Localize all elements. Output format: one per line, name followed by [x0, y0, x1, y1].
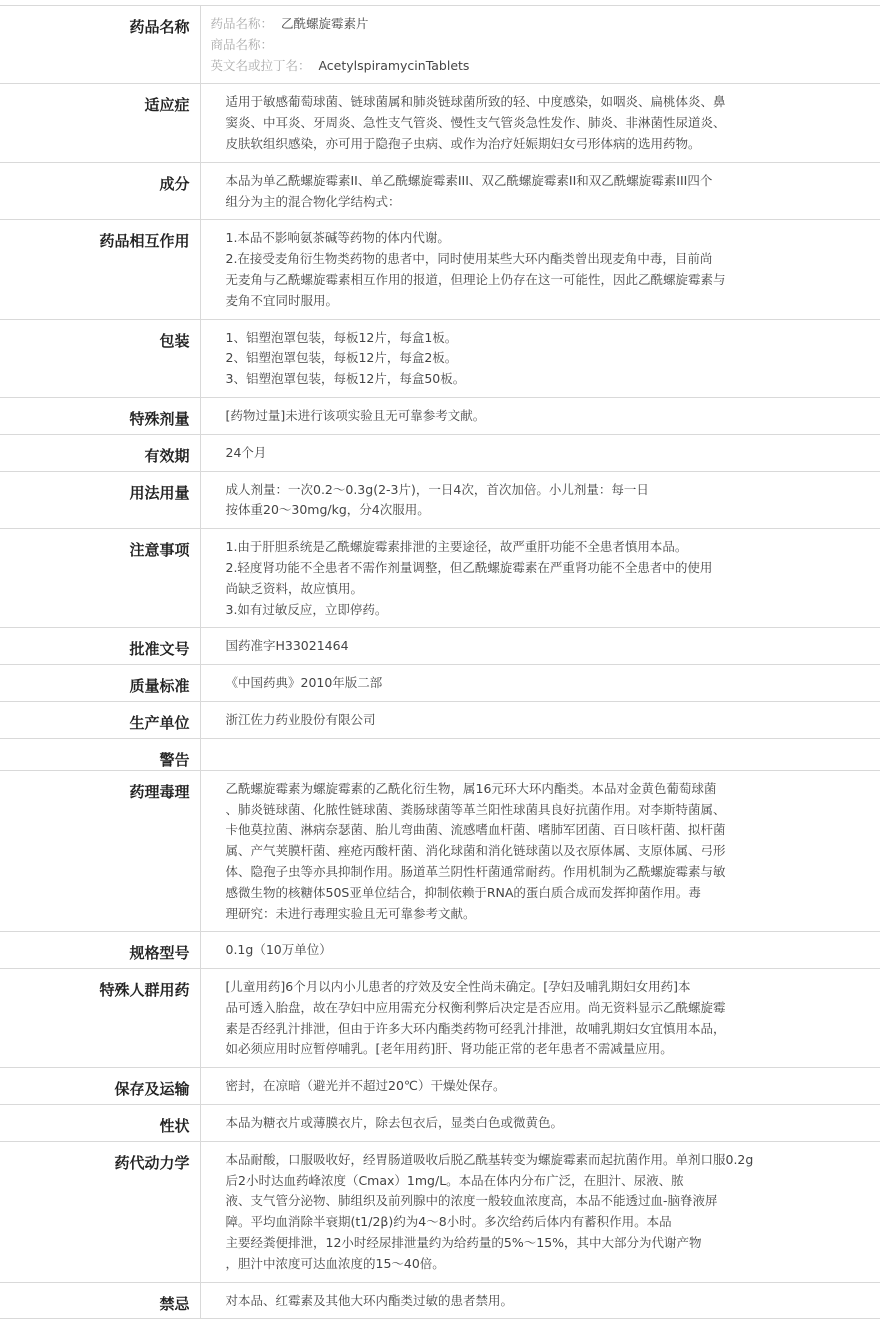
field-label: 质量标准	[0, 665, 200, 702]
field-value	[200, 529, 880, 628]
text-line: 2.轻度肾功能不全患者不需作剂量调整，但乙酰螺旋霉素在严重肾功能不全患者中的使用	[226, 558, 880, 579]
row-packaging	[0, 319, 880, 397]
field-value	[200, 84, 880, 162]
text-line: 2、铝塑泡罩包装，每板12片，每盒2板。	[226, 348, 880, 369]
field-label: 批准文号	[0, 628, 200, 665]
text-line: 国药准字H33021464	[226, 636, 880, 657]
row-precautions	[0, 529, 880, 628]
text-line: 2.在接受麦角衍生物类药物的患者中，同时使用某些大环内酯类曾出现麦角中毒，目前尚	[226, 249, 880, 270]
field-value	[200, 471, 880, 529]
field-label: 特殊剂量	[0, 397, 200, 434]
text-line: 品可透入胎盘，故在孕妇中应用需充分权衡利弊后决定是否应用。尚无资料显示乙酰螺旋霉	[226, 998, 880, 1019]
drug-info-table-body	[0, 6, 880, 1319]
row-special-populations	[0, 969, 880, 1068]
field-label: 药品名称	[0, 6, 200, 84]
text-line: 1、铝塑泡罩包装，每板12片，每盒1板。	[226, 328, 880, 349]
text-line: 浙江佐力药业股份有限公司	[226, 710, 880, 731]
text-line: 卡他莫拉菌、淋病奈瑟菌、胎儿弯曲菌、流感嗜血杆菌、嗜肺军团菌、百日咳杆菌、拟杆菌	[226, 820, 880, 841]
field-value	[200, 1068, 880, 1105]
text-line: [药物过量]未进行该项实验且无可靠参考文献。	[226, 406, 880, 427]
field-value	[200, 397, 880, 434]
field-value	[200, 6, 880, 84]
field-value	[200, 932, 880, 969]
field-label: 药代动力学	[0, 1141, 200, 1282]
text-line: 《中国药典》2010年版二部	[226, 673, 880, 694]
field-value	[200, 770, 880, 932]
field-label: 成分	[0, 162, 200, 220]
text-line: 适用于敏感葡萄球菌、链球菌属和肺炎链球菌所致的轻、中度感染，如咽炎、扁桃体炎、鼻	[226, 92, 880, 113]
field-label: 禁忌	[0, 1282, 200, 1319]
field-value	[200, 701, 880, 738]
field-label: 有效期	[0, 434, 200, 471]
text-line: 麦角不宜同时服用。	[226, 291, 880, 312]
text-line: 属、产气荚膜杆菌、痤疮丙酸杆菌、消化球菌和消化链球菌以及衣原体属、支原体属、弓形	[226, 841, 880, 862]
text-line: ，胆汁中浓度可达血浓度的15～40倍。	[226, 1254, 880, 1275]
row-pharmacology-toxicology	[0, 770, 880, 932]
text-line: 3.如有过敏反应，立即停药。	[226, 600, 880, 621]
field-label: 警告	[0, 738, 200, 770]
row-manufacturer	[0, 701, 880, 738]
row-appearance	[0, 1105, 880, 1142]
text-line: 体、隐孢子虫等亦具抑制作用。肠道革兰阴性杆菌通常耐药。作用机制为乙酰螺旋霉素与敏	[226, 862, 880, 883]
field-value	[200, 738, 880, 770]
text-line: 3、铝塑泡罩包装，每板12片，每盒50板。	[226, 369, 880, 390]
row-indications	[0, 84, 880, 162]
text-line: 成人剂量：一次0.2～0.3g(2-3片)，一日4次，首次加倍。小儿剂量：每一日	[226, 480, 880, 501]
field-value	[200, 1105, 880, 1142]
text-line: 理研究：未进行毒理实验且无可靠参考文献。	[226, 904, 880, 925]
text-line: 24个月	[226, 443, 880, 464]
text-line: 、肺炎链球菌、化脓性链球菌、粪肠球菌等革兰阳性球菌具良好抗菌作用。对李斯特菌属、	[226, 800, 880, 821]
field-label: 用法用量	[0, 471, 200, 529]
text-line: 感微生物的核糖体50S亚单位结合，抑制依赖于RNA的蛋白质合成而发挥抑菌作用。毒	[226, 883, 880, 904]
text-line: 障。平均血消除半衰期(t1/2β)约为4～8小时。多次给药后体内有蓄积作用。本品	[226, 1212, 880, 1233]
name-key: 药品名称：	[211, 16, 274, 31]
text-line: 1.本品不影响氨茶碱等药物的体内代谢。	[226, 228, 880, 249]
name-line	[211, 14, 880, 35]
text-line: 如必须应用时应暂停哺乳。[老年用药]肝、肾功能正常的老年患者不需减量应用。	[226, 1039, 880, 1060]
row-warning	[0, 738, 880, 770]
text-line: 皮肤软组织感染，亦可用于隐孢子虫病、或作为治疗妊娠期妇女弓形体病的选用药物。	[226, 134, 880, 155]
field-label: 注意事项	[0, 529, 200, 628]
text-line: 后2小时达血药峰浓度（Cmax）1mg/L。本品在体内分布广泛，在胆汁、尿液、脓	[226, 1171, 880, 1192]
field-label: 特殊人群用药	[0, 969, 200, 1068]
text-line: 组分为主的混合物化学结构式：	[226, 192, 880, 213]
field-label: 生产单位	[0, 701, 200, 738]
text-line: 对本品、红霉素及其他大环内酯类过敏的患者禁用。	[226, 1291, 880, 1312]
name-line	[211, 56, 880, 77]
text-line: 密封，在凉暗（避光并不超过20℃）干燥处保存。	[226, 1076, 880, 1097]
row-approval-number	[0, 628, 880, 665]
field-value	[200, 1282, 880, 1319]
field-value	[200, 1141, 880, 1282]
name-value: 乙酰螺旋霉素片	[281, 16, 369, 31]
field-label: 规格型号	[0, 932, 200, 969]
field-value	[200, 969, 880, 1068]
row-ingredients	[0, 162, 880, 220]
row-quality-standard	[0, 665, 880, 702]
row-dosage-usage	[0, 471, 880, 529]
text-line: 素是否经乳汁排泄，但由于许多大环内酯类药物可经乳汁排泄，故哺乳期妇女宜慎用本品，	[226, 1019, 880, 1040]
text-line: 乙酰螺旋霉素为螺旋霉素的乙酰化衍生物，属16元环大环内酯类。本品对金黄色葡萄球菌	[226, 779, 880, 800]
text-line: 液、支气管分泌物、肺组织及前列腺中的浓度一般较血浓度高，本品不能透过血-脑脊液屏	[226, 1191, 880, 1212]
name-key: 商品名称：	[211, 37, 274, 52]
text-line: 本品为单乙酰螺旋霉素II、单乙酰螺旋霉素III、双乙酰螺旋霉素II和双乙酰螺旋霉素III四个	[226, 171, 880, 192]
field-label: 保存及运输	[0, 1068, 200, 1105]
field-label: 性状	[0, 1105, 200, 1142]
text-line: 本品耐酸，口服吸收好，经胃肠道吸收后脱乙酰基转变为螺旋霉素而起抗菌作用。单剂口服0.2g	[226, 1150, 880, 1171]
text-line: 0.1g（10万单位）	[226, 940, 880, 961]
row-expiry	[0, 434, 880, 471]
row-contraindications	[0, 1282, 880, 1319]
row-pharmacokinetics	[0, 1141, 880, 1282]
row-specification	[0, 932, 880, 969]
text-line: [儿童用药]6个月以内小儿患者的疗效及安全性尚未确定。[孕妇及哺乳期妇女用药]本	[226, 977, 880, 998]
name-line	[211, 35, 880, 56]
field-value	[200, 162, 880, 220]
text-line: 无麦角与乙酰螺旋霉素相互作用的报道，但理论上仍存在这一可能性，因此乙酰螺旋霉素与	[226, 270, 880, 291]
field-label: 适应症	[0, 84, 200, 162]
field-value	[200, 665, 880, 702]
field-value	[200, 220, 880, 319]
name-key: 英文名或拉丁名：	[211, 58, 311, 73]
text-line: 1.由于肝胆系统是乙酰螺旋霉素排泄的主要途径，故严重肝功能不全患者慎用本品。	[226, 537, 880, 558]
text-line: 窦炎、中耳炎、牙周炎、急性支气管炎、慢性支气管炎急性发作、肺炎、非淋菌性尿道炎、	[226, 113, 880, 134]
row-drug-interactions	[0, 220, 880, 319]
row-special-dosage	[0, 397, 880, 434]
drug-info-table	[0, 5, 880, 1319]
row-drug-name	[0, 6, 880, 84]
field-label: 包装	[0, 319, 200, 397]
field-label: 药品相互作用	[0, 220, 200, 319]
field-value	[200, 319, 880, 397]
field-value	[200, 434, 880, 471]
field-label: 药理毒理	[0, 770, 200, 932]
name-value: AcetylspiramycinTablets	[318, 58, 469, 73]
field-value	[200, 628, 880, 665]
row-storage-transport	[0, 1068, 880, 1105]
text-line: 按体重20～30mg/kg，分4次服用。	[226, 500, 880, 521]
text-line: 主要经粪便排泄，12小时经尿排泄量约为给药量的5%～15%，其中大部分为代谢产物	[226, 1233, 880, 1254]
text-line: 本品为糖衣片或薄膜衣片，除去包衣后，显类白色或微黄色。	[226, 1113, 880, 1134]
text-line: 尚缺乏资料，故应慎用。	[226, 579, 880, 600]
